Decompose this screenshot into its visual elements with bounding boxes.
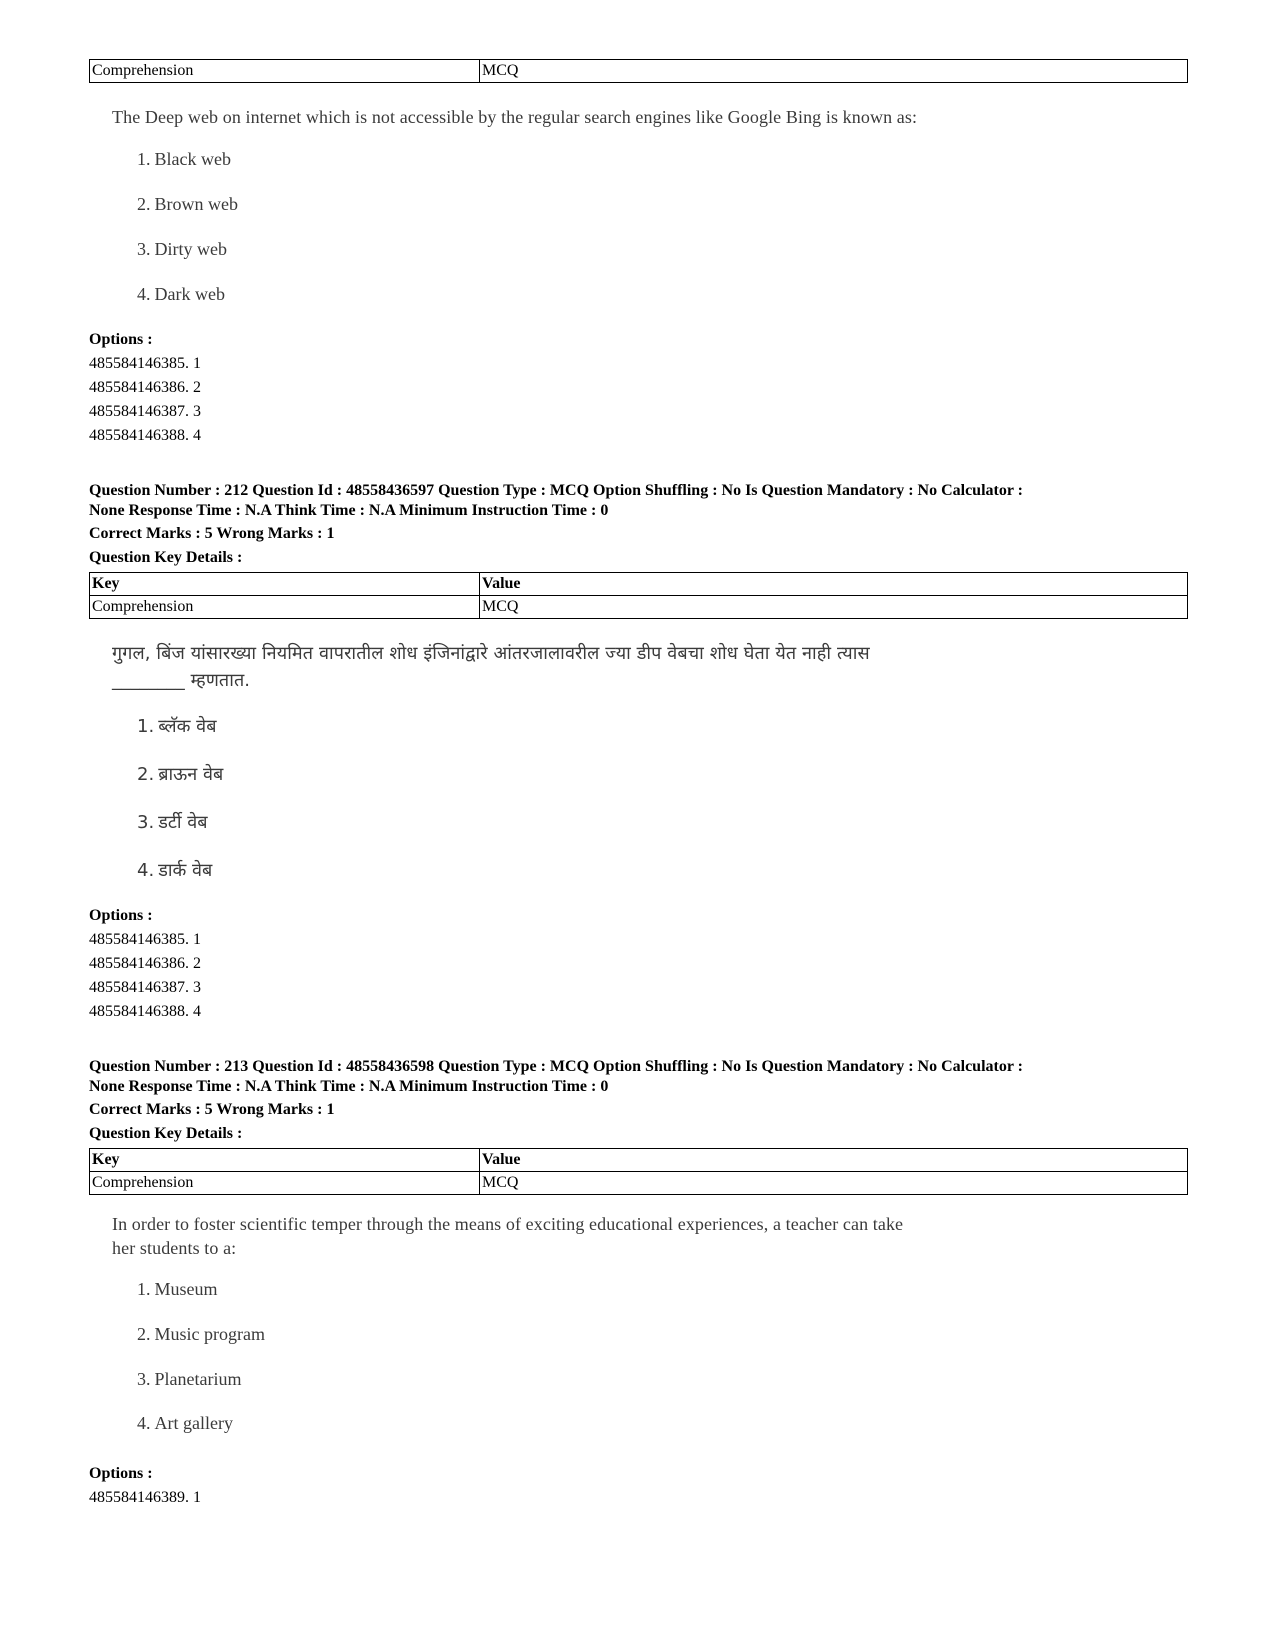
choice-text: Music program (154, 1324, 265, 1344)
q213-key-details-label: Question Key Details : (89, 1125, 243, 1142)
q211-choice-1 (137, 149, 231, 170)
table-row (90, 1172, 1188, 1195)
q212-stem-line1: गुगल, बिंज यांसारख्या नियमित वापरातील शोध इंजिनांद्वारे आंतरजालावरील ज्या डीप वेबचा शोध घेता येत नाही त्यास (112, 643, 870, 664)
q212-header-line1: Question Number : 212 Question Id : 48558436597 Question Type : MCQ Option Shuffling : No Is Question Mandatory : No Calculator : (89, 482, 1023, 499)
q212-choice-2 (137, 762, 223, 786)
q212-options-label: Options : (89, 907, 153, 924)
q212-header (89, 481, 1199, 521)
table-cell-value: MCQ (480, 60, 1188, 83)
q213-choice-4 (137, 1413, 233, 1434)
q213-header (89, 1057, 1199, 1097)
q212-key-details-label: Question Key Details : (89, 549, 243, 566)
choice-number: 3. (137, 1369, 151, 1389)
q213-header-line1: Question Number : 213 Question Id : 48558436598 Question Type : MCQ Option Shuffling : No Is Question Mandatory : No Calculator : (89, 1058, 1023, 1075)
table-header-row (90, 1149, 1188, 1172)
choice-number: 4. (137, 284, 151, 304)
q212-choice-3 (137, 810, 208, 834)
choice-number: 2. (137, 194, 151, 214)
choice-text: Dirty web (154, 239, 227, 259)
choice-text: Planetarium (154, 1369, 242, 1389)
choice-text: ब्लॅक वेब (158, 716, 217, 737)
choice-number: 4. (137, 860, 155, 881)
q213-options-label: Options : (89, 1465, 153, 1482)
q211-options-label: Options : (89, 331, 153, 348)
table-cell-key: Comprehension (90, 60, 480, 83)
q211-stem: The Deep web on internet which is not accessible by the regular search engines like Google Bing is known as: (112, 107, 918, 127)
choice-text: Brown web (154, 194, 238, 214)
q213-stem (112, 1212, 1012, 1260)
choice-text: डर्टी वेब (158, 812, 208, 833)
q212-option-id: 485584146385. 1 (89, 931, 201, 948)
choice-number: 1. (137, 149, 151, 169)
q211-option-id: 485584146385. 1 (89, 355, 201, 372)
choice-number: 3. (137, 812, 155, 833)
q212-marks: Correct Marks : 5 Wrong Marks : 1 (89, 525, 335, 542)
table-cell-value: MCQ (480, 596, 1188, 619)
table-header-key: Key (90, 1149, 480, 1172)
q213-option-id: 485584146389. 1 (89, 1489, 201, 1506)
choice-text: डार्क वेब (158, 860, 213, 881)
q213-choice-2 (137, 1324, 265, 1345)
q213-choice-1 (137, 1279, 218, 1300)
q213-stem-line1: In order to foster scientific temper through the means of exciting educational experiences, a teacher can take (112, 1214, 904, 1234)
q212-option-id: 485584146386. 2 (89, 955, 201, 972)
q212-stem-line2: ________ म्हणतात. (112, 670, 251, 691)
q211-option-id: 485584146388. 4 (89, 427, 201, 444)
choice-text: Museum (154, 1279, 218, 1299)
table-header-key: Key (90, 573, 480, 596)
q213-header-line2: None Response Time : N.A Think Time : N.A Minimum Instruction Time : 0 (89, 1078, 609, 1095)
q211-key-table (89, 59, 1188, 83)
q212-key-table (89, 572, 1188, 619)
q213-stem-line2: her students to a: (112, 1238, 237, 1258)
choice-text: Art gallery (154, 1413, 233, 1433)
choice-text: Dark web (154, 284, 225, 304)
choice-number: 2. (137, 764, 155, 785)
table-cell-value: MCQ (480, 1172, 1188, 1195)
choice-number: 3. (137, 239, 151, 259)
table-header-value: Value (480, 573, 1188, 596)
table-cell-key: Comprehension (90, 1172, 480, 1195)
q212-choice-4 (137, 858, 212, 882)
q213-choice-3 (137, 1369, 241, 1390)
choice-number: 2. (137, 1324, 151, 1344)
choice-number: 1. (137, 716, 155, 737)
q211-option-id: 485584146387. 3 (89, 403, 201, 420)
q211-option-id: 485584146386. 2 (89, 379, 201, 396)
choice-text: ब्राऊन वेब (158, 764, 224, 785)
table-row (90, 596, 1188, 619)
q212-option-id: 485584146388. 4 (89, 1003, 201, 1020)
q211-choice-4 (137, 284, 225, 305)
q213-marks: Correct Marks : 5 Wrong Marks : 1 (89, 1101, 335, 1118)
q212-header-line2: None Response Time : N.A Think Time : N.A Minimum Instruction Time : 0 (89, 502, 609, 519)
table-cell-key: Comprehension (90, 596, 480, 619)
choice-number: 4. (137, 1413, 151, 1433)
table-header-row (90, 573, 1188, 596)
q212-choice-1 (137, 714, 216, 738)
table-row (90, 60, 1188, 83)
choice-number: 1. (137, 1279, 151, 1299)
q213-key-table (89, 1148, 1188, 1195)
q212-stem (112, 640, 1012, 694)
q211-choice-2 (137, 194, 238, 215)
q212-option-id: 485584146387. 3 (89, 979, 201, 996)
q211-choice-3 (137, 239, 227, 260)
choice-text: Black web (154, 149, 231, 169)
table-header-value: Value (480, 1149, 1188, 1172)
